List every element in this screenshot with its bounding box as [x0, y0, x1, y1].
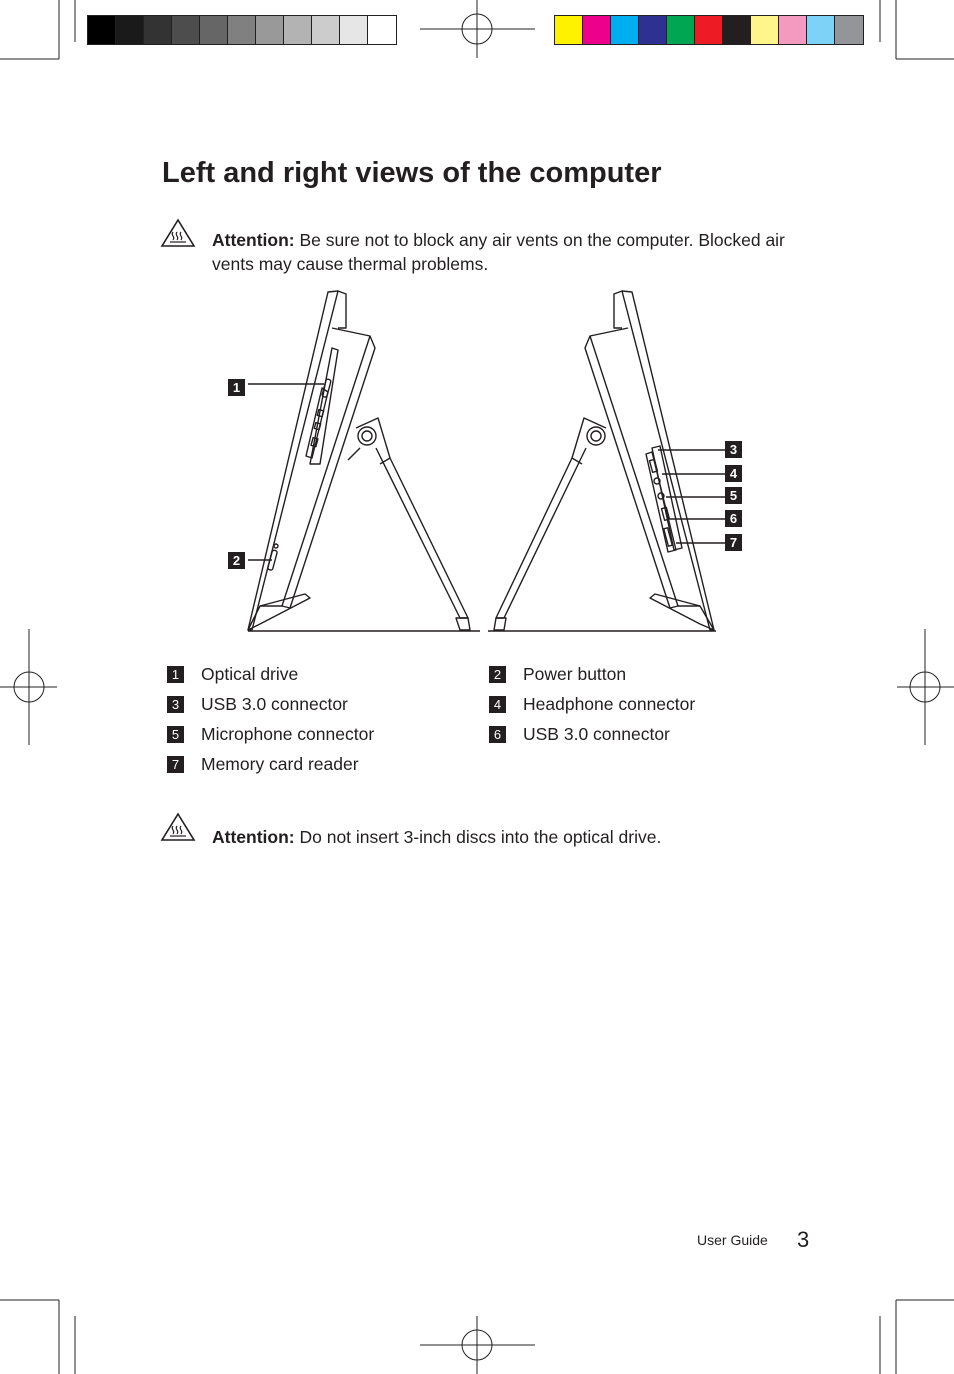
- page-number: 3: [797, 1227, 810, 1252]
- color-swatch: [312, 16, 340, 44]
- callout-2: 2: [228, 552, 245, 569]
- callout-3: 3: [725, 441, 742, 458]
- computer-side-views-illustration: [220, 288, 760, 638]
- attention-note-vents: [212, 228, 802, 276]
- color-swatch: [723, 16, 751, 44]
- legend-label: Headphone connector: [523, 693, 696, 714]
- legend-label: Optical drive: [201, 663, 299, 684]
- process-color-bar: [554, 15, 864, 45]
- color-swatch: [144, 16, 172, 44]
- attention-text: Be sure not to block any air vents on the computer. Blocked air vents may cause thermal problems.: [212, 230, 785, 274]
- legend-label: Microphone connector: [201, 723, 375, 744]
- legend-number: 6: [489, 726, 506, 743]
- color-swatch: [284, 16, 312, 44]
- color-swatch: [172, 16, 200, 44]
- legend-item-microphone-connector: [167, 722, 374, 746]
- hot-surface-warning-icon: [160, 218, 196, 248]
- color-swatch: [368, 16, 396, 44]
- footer-label: User Guide: [697, 1232, 768, 1248]
- computer-side-views-figure: [220, 288, 760, 638]
- legend-label: USB 3.0 connector: [523, 723, 670, 744]
- color-swatch: [611, 16, 639, 44]
- legend-number: 7: [167, 756, 184, 773]
- legend-label: USB 3.0 connector: [201, 693, 348, 714]
- legend-item-usb-connector-2: [489, 722, 670, 746]
- color-swatch: [695, 16, 723, 44]
- grayscale-color-bar: [87, 15, 397, 45]
- color-swatch: [835, 16, 863, 44]
- page-title: Left and right views of the computer: [162, 157, 662, 189]
- attention-label: Attention:: [212, 230, 295, 250]
- attention-text: Do not insert 3-inch discs into the optical drive.: [294, 827, 662, 847]
- attention-label: Attention:: [212, 827, 295, 847]
- attention-note-discs: [212, 825, 812, 849]
- color-swatch: [340, 16, 368, 44]
- legend-number: 4: [489, 696, 506, 713]
- callout-5: 5: [725, 487, 742, 504]
- color-swatch: [807, 16, 835, 44]
- legend-number: 1: [167, 666, 184, 683]
- legend-item-power-button: [489, 662, 626, 686]
- legend-item-headphone-connector: [489, 692, 695, 716]
- callout-7: 7: [725, 534, 742, 551]
- legend-number: 3: [167, 696, 184, 713]
- color-swatch: [751, 16, 779, 44]
- color-swatch: [256, 16, 284, 44]
- color-swatch: [667, 16, 695, 44]
- legend-item-memory-card-reader: [167, 752, 359, 776]
- color-swatch: [583, 16, 611, 44]
- callout-4: 4: [725, 465, 742, 482]
- legend-number: 5: [167, 726, 184, 743]
- color-swatch: [779, 16, 807, 44]
- color-swatch: [639, 16, 667, 44]
- callout-1: 1: [228, 379, 245, 396]
- legend-label: Power button: [523, 663, 627, 684]
- legend-number: 2: [489, 666, 506, 683]
- callout-6: 6: [725, 510, 742, 527]
- legend-item-optical-drive: [167, 662, 298, 686]
- color-swatch: [88, 16, 116, 44]
- legend-label: Memory card reader: [201, 753, 359, 774]
- color-swatch: [228, 16, 256, 44]
- legend-item-usb-connector: [167, 692, 348, 716]
- hot-surface-warning-icon: [160, 812, 196, 842]
- color-swatch: [200, 16, 228, 44]
- color-swatch: [555, 16, 583, 44]
- color-swatch: [116, 16, 144, 44]
